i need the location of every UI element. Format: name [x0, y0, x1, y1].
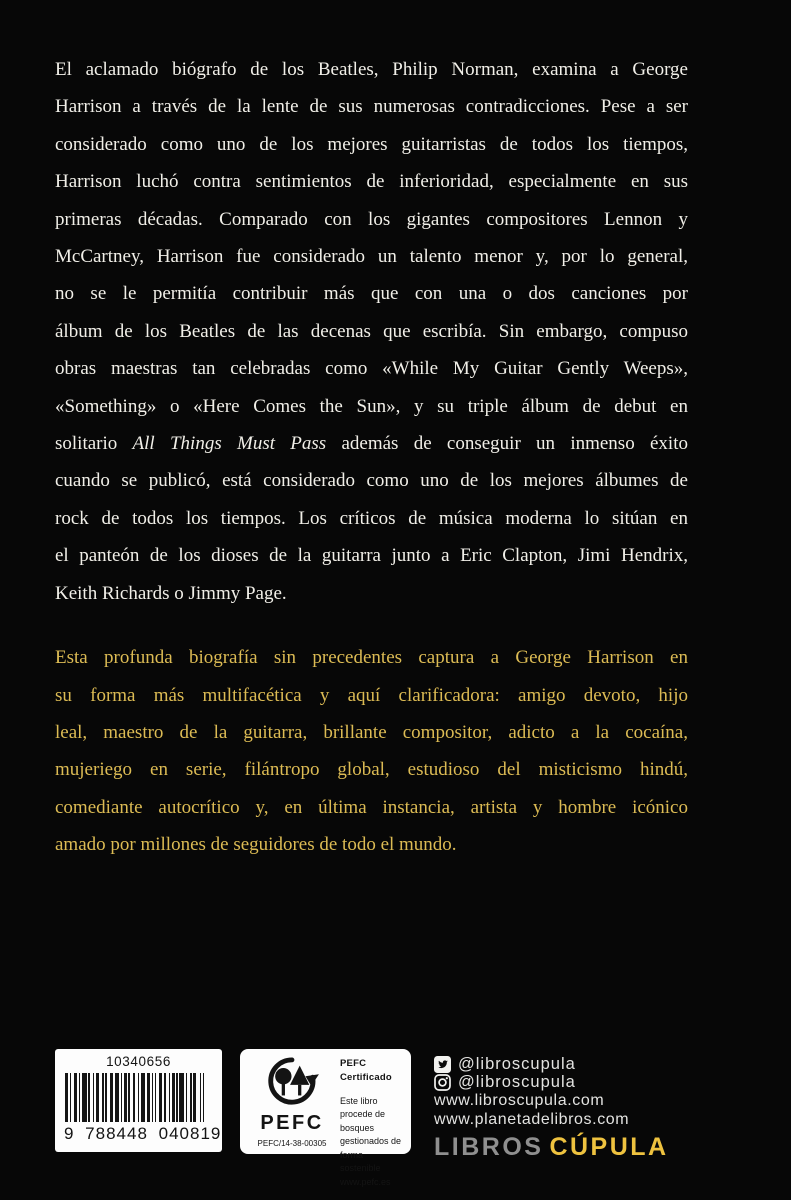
pefc-wordmark: PEFC	[260, 1112, 324, 1134]
logo-cupula: CÚPULA	[549, 1133, 669, 1161]
publisher-website: www.libroscupula.com	[434, 1092, 605, 1109]
instagram-handle: @libroscupula	[458, 1073, 576, 1091]
libros-cupula-logo	[434, 1133, 669, 1162]
twitter-row	[434, 1056, 669, 1073]
instagram-icon	[434, 1074, 451, 1091]
barcode-label	[55, 1049, 222, 1152]
pefc-certificate-code: PEFC/14-38-00305	[257, 1139, 327, 1148]
pefc-description: Este libro procede de bosques gestionados de forma sostenible	[340, 1095, 402, 1173]
barcode-bars	[65, 1073, 212, 1122]
pefc-logo-icon	[263, 1057, 321, 1112]
pefc-title: PEFC Certificado	[340, 1058, 392, 1084]
pefc-certificate-label	[240, 1049, 411, 1187]
synopsis-paragraph: El aclamado biógrafo de los Beatles, Philip Norman, examina a George Harrison a través de la lente de sus numerosas contradicciones. Pese a ser considerado como uno de los mejores guitarristas de todos los tiempos, Harrison luchó contra sentimientos de inferioridad, especialmente en sus primeras décadas. Comparado con los gigantes compositores Lennon y McCartney, Harrison fue considerado un talento menor y, por lo general, no se le permitía contribuir más que con una o dos canciones por álbum de los Beatles de las decenas que escribía. Sin embargo, compuso obras maestras tan celebradas como «While My Guitar Gently Weeps», «Something» o «Here Comes the Sun», y su triple álbum de debut en solitario All Things Must Pass además de conseguir un inmenso éxito cuando se publicó, está considerado como uno de los mejores álbumes de rock de todos los tiempos. Los críticos de música moderna lo sitúan en el panteón de los dioses de la guitarra junto a Eric Clapton, Jimi Hendrix, Keith Richards o Jimmy Page.	[55, 59, 688, 604]
planetadelibros-website: www.planetadelibros.com	[434, 1110, 630, 1128]
barcode-top-number: 10340656	[106, 1054, 171, 1069]
pefc-url: www.pefc.es	[340, 1176, 391, 1187]
instagram-row	[434, 1074, 669, 1091]
twitter-icon	[434, 1056, 451, 1073]
highlight-paragraph: Esta profunda biografía sin precedentes captura a George Harrison en su forma más multifacética y aquí clarificadora: amigo devoto, hijo leal, maestro de la guitarra, brillante compositor, adicto a la cocaína, mujeriego en serie, filántropo global, estudioso del misticismo hindú, comediante autocrítico y, en última instancia, artista y hombre icónico amado por millones de seguidores de todo el mundo.	[55, 647, 688, 856]
back-cover-text	[55, 51, 688, 864]
twitter-handle: @libroscupula	[458, 1055, 576, 1073]
logo-libros: LIBROS	[434, 1133, 544, 1161]
publisher-links-block	[434, 1056, 669, 1162]
barcode-ean-number: 9 788448 040819	[64, 1124, 222, 1144]
